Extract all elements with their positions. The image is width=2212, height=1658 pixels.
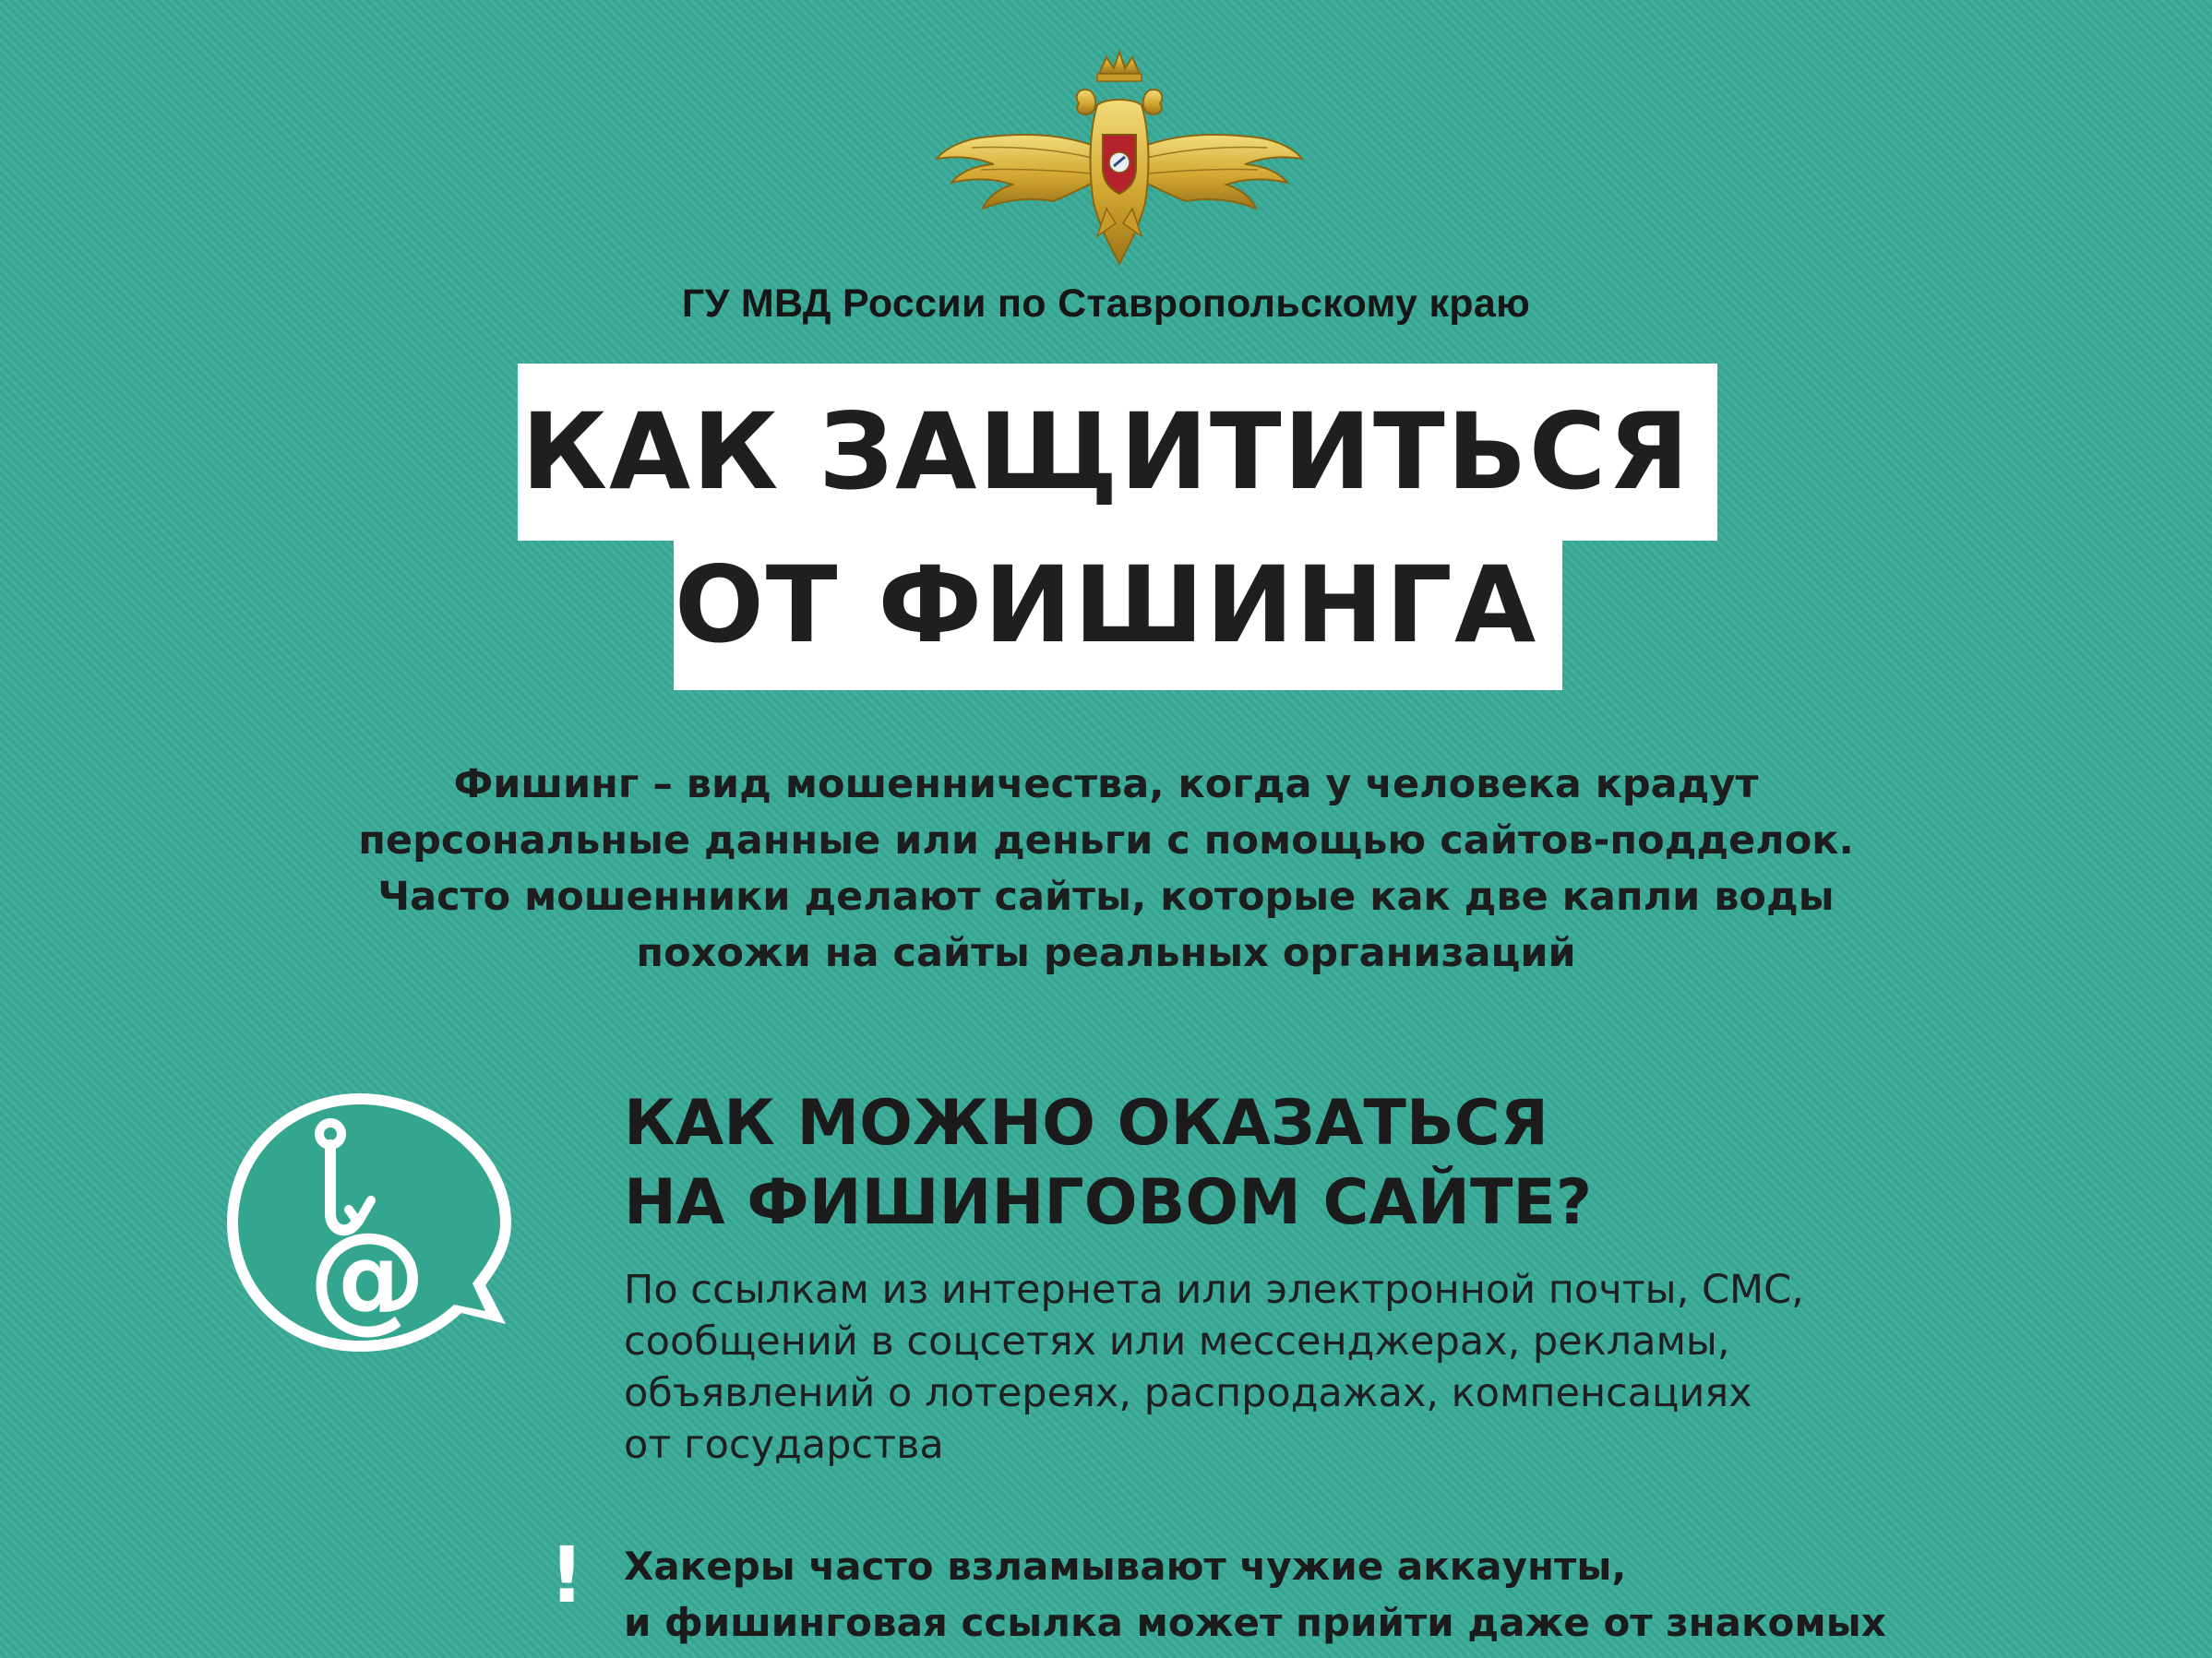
intro-paragraph [277,757,1935,982]
warning-text [624,1538,1886,1651]
agency-name: ГУ МВД России по Ставропольскому краю [681,281,1531,326]
svg-text:@: @ [308,1208,426,1345]
double-headed-eagle-emblem-icon [935,46,1304,268]
section-body [624,1264,1804,1471]
exclamation-icon: ! [549,1530,585,1620]
section-heading [624,1084,1592,1243]
intro-line: Часто мошенники делают сайты, которые как две капли воды [377,874,1835,920]
section-heading-line: НА ФИШИНГОВОМ САЙТЕ? [624,1166,1593,1239]
warning-line: и фишинговая ссылка может прийти даже от знакомых [624,1600,1886,1645]
page-title-line-2: ОТ ФИШИНГА [674,543,1538,666]
phishing-hook-at-sign-chat-bubble-icon [196,1075,528,1370]
intro-line: персональные данные или деньги с помощью сайтов-подделок. [358,817,1854,864]
section-body-line: от государства [624,1422,944,1468]
section-body-line: объявлений о лотереях, распродажах, компенсациях [624,1370,1752,1416]
section-heading-line: КАК МОЖНО ОКАЗАТЬСЯ [624,1087,1549,1160]
page-title-line-1: КАК ЗАЩИТИТЬСЯ [520,390,1692,513]
intro-line: похожи на сайты реальных организаций [636,930,1576,976]
section-body-line: сообщений в соцсетях или мессенджерах, рекламы, [624,1318,1730,1365]
section-body-line: По ссылкам из интернета или электронной почты, СМС, [624,1267,1804,1313]
warning-line: Хакеры часто взламывают чужие аккаунты, [624,1544,1627,1589]
intro-line: Фишинг – вид мошенничества, когда у человека крадут [453,761,1759,807]
